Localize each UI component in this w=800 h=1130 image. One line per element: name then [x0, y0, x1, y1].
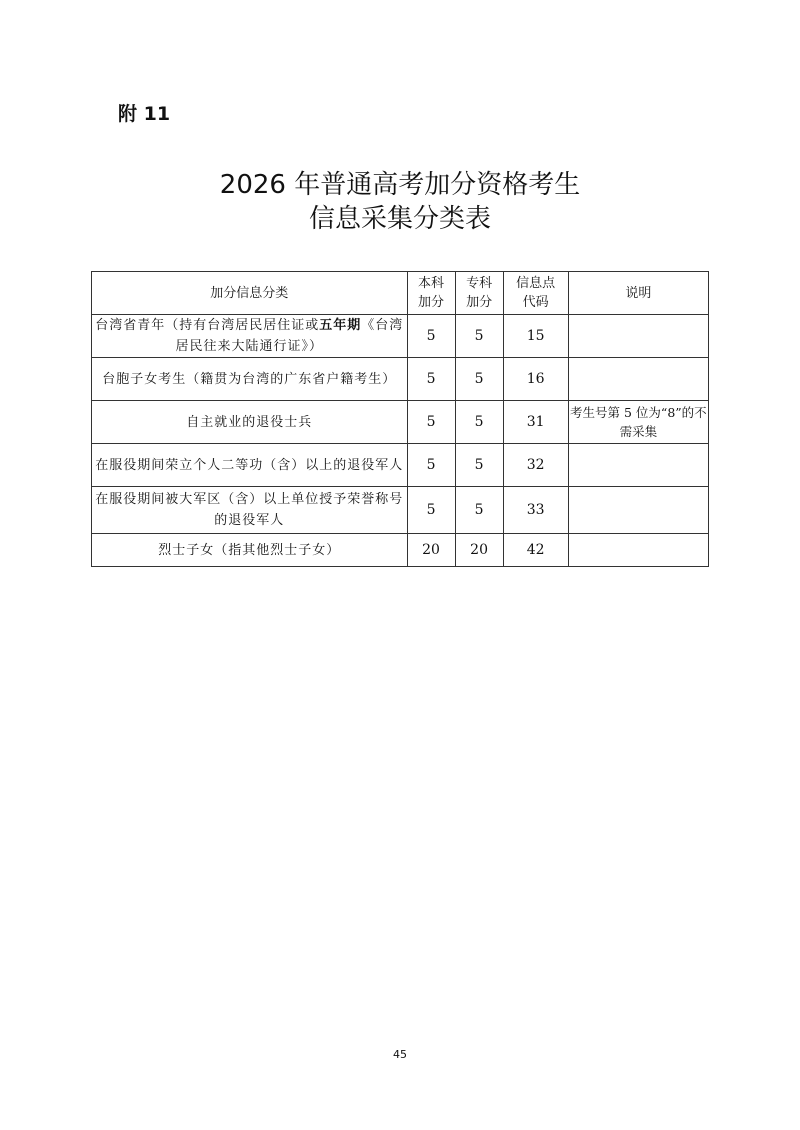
header-zhuanke-line1: 专科: [466, 276, 493, 291]
category-cell: 在服役期间荣立个人二等功（含）以上的退役军人: [92, 444, 408, 487]
header-zhuanke: [455, 272, 503, 315]
code-cell: 42: [503, 534, 568, 567]
code-cell: 16: [503, 358, 568, 401]
zhuanke-cell: 5: [455, 401, 503, 444]
header-note: 说明: [568, 272, 708, 315]
note-cell: [568, 534, 708, 567]
header-benke-line1: 本科: [418, 276, 445, 291]
benke-cell: 5: [407, 315, 455, 358]
category-cell: 台胞子女考生（籍贯为台湾的广东省户籍考生）: [92, 358, 408, 401]
zhuanke-cell: 5: [455, 358, 503, 401]
header-benke-line2: 加分: [418, 295, 445, 310]
note-cell: [568, 358, 708, 401]
header-code: [503, 272, 568, 315]
category-cell: 烈士子女（指其他烈士子女）: [92, 534, 408, 567]
category-text-post: 《台湾居民往来大陆通行证》）: [175, 318, 404, 354]
category-cell: [92, 315, 408, 358]
title-line-2: 信息采集分类表: [308, 204, 491, 234]
page-number: 45: [393, 1048, 407, 1061]
title-line-1: 2026 年普通高考加分资格考生: [219, 170, 581, 200]
table-row: [92, 401, 709, 444]
note-cell: 考生号第 5 位为“8”的不需采集: [568, 401, 708, 444]
document-title: [0, 168, 800, 236]
table-row: [92, 315, 709, 358]
header-code-line1: 信息点: [516, 276, 556, 291]
benke-cell: 5: [407, 444, 455, 487]
bonus-info-table: [91, 271, 709, 567]
category-cell: 自主就业的退役士兵: [92, 401, 408, 444]
code-cell: 33: [503, 487, 568, 534]
benke-cell: 20: [407, 534, 455, 567]
note-cell: [568, 444, 708, 487]
table-row: [92, 444, 709, 487]
category-cell: 在服役期间被大军区（含）以上单位授予荣誉称号的退役军人: [92, 487, 408, 534]
benke-cell: 5: [407, 401, 455, 444]
table-row: [92, 358, 709, 401]
code-cell: 15: [503, 315, 568, 358]
category-text-bold: 五年期: [319, 318, 362, 333]
annex-label: 附 11: [118, 103, 171, 125]
table-header-row: [92, 272, 709, 315]
note-cell: [568, 315, 708, 358]
note-cell: [568, 487, 708, 534]
zhuanke-cell: 20: [455, 534, 503, 567]
benke-cell: 5: [407, 358, 455, 401]
header-category: 加分信息分类: [92, 272, 408, 315]
header-benke: [407, 272, 455, 315]
table-row: [92, 487, 709, 534]
category-text-pre: 台湾省青年（持有台湾居民居住证或: [95, 318, 320, 333]
code-cell: 32: [503, 444, 568, 487]
header-zhuanke-line2: 加分: [466, 295, 493, 310]
table-row: [92, 534, 709, 567]
zhuanke-cell: 5: [455, 487, 503, 534]
zhuanke-cell: 5: [455, 315, 503, 358]
benke-cell: 5: [407, 487, 455, 534]
code-cell: 31: [503, 401, 568, 444]
header-code-line2: 代码: [522, 295, 549, 310]
zhuanke-cell: 5: [455, 444, 503, 487]
